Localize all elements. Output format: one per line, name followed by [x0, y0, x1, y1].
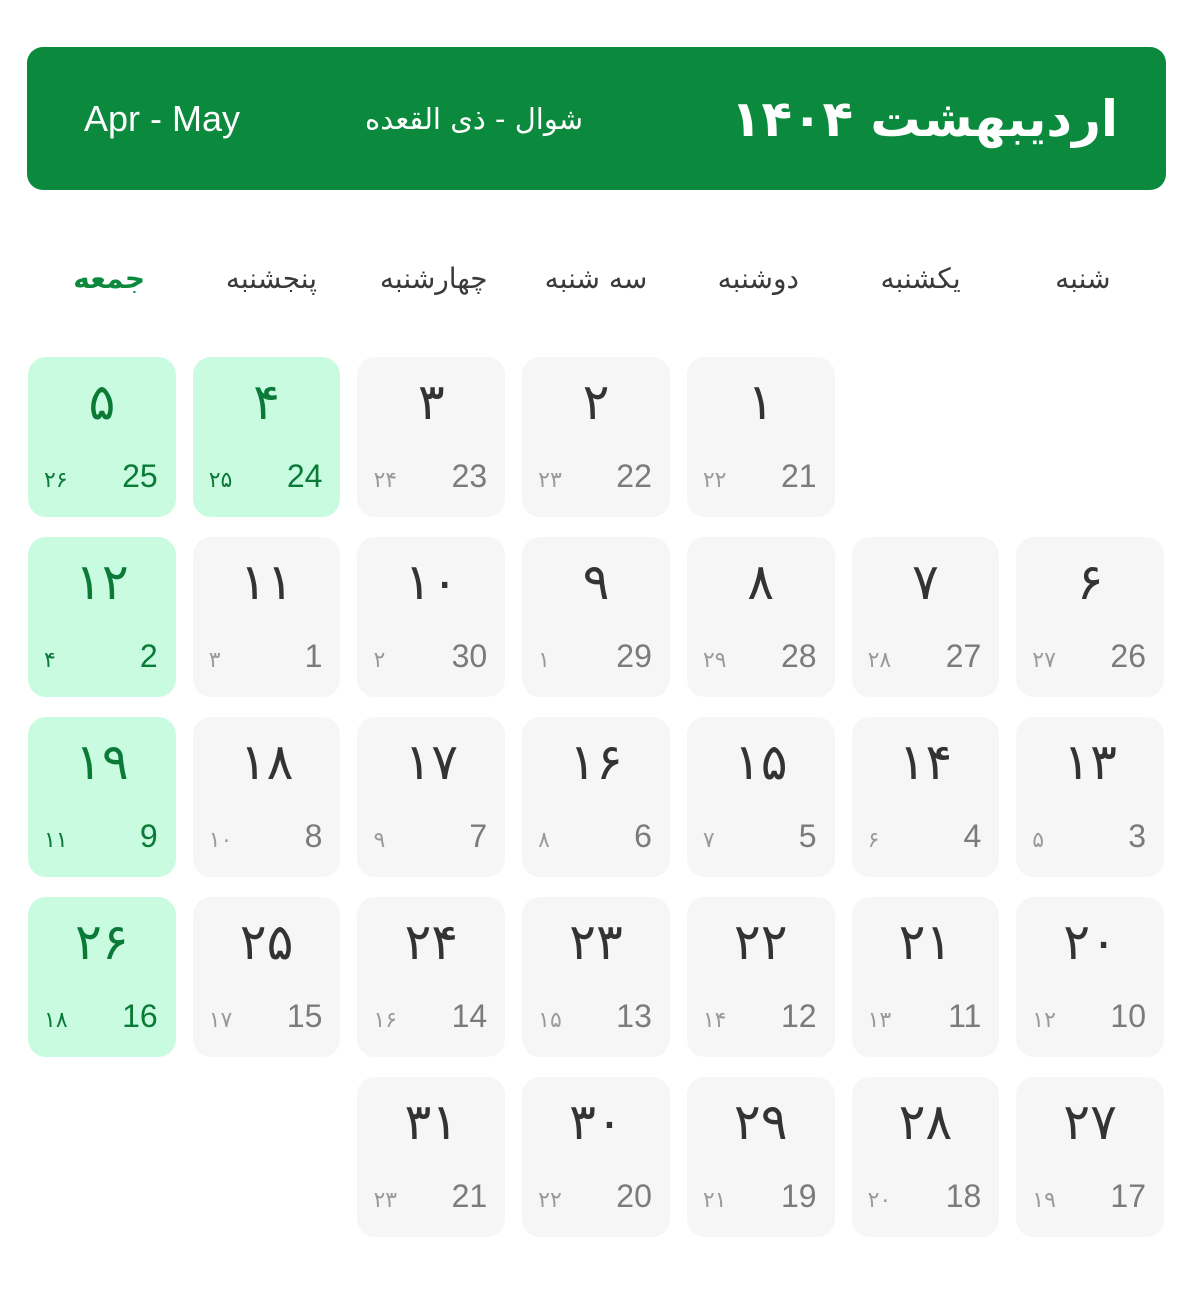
persian-day-number: ۲۰	[1063, 913, 1117, 971]
hijri-day-number: ۴	[44, 648, 56, 673]
persian-day-number: ۲۵	[239, 913, 294, 971]
gregorian-day-number: 11	[948, 998, 982, 1034]
persian-day-number: ۱۹	[75, 733, 129, 791]
day-cell[interactable]	[357, 717, 505, 877]
gregorian-day-number: 17	[1110, 1178, 1146, 1214]
gregorian-day-number: 9	[139, 818, 158, 854]
weekday-tuesday: سه شنبه	[544, 261, 648, 295]
hijri-months-label: شوال - ذی القعده	[365, 101, 584, 136]
day-cell[interactable]	[357, 897, 505, 1057]
persian-day-number: ۲۲	[733, 913, 788, 971]
day-cell[interactable]	[522, 357, 670, 517]
gregorian-day-number: 20	[616, 1178, 652, 1214]
persian-day-number: ۲۶	[75, 913, 129, 971]
day-cell[interactable]	[852, 897, 1000, 1057]
gregorian-day-number: 2	[139, 638, 158, 674]
hijri-day-number: ۲۴	[373, 468, 398, 493]
gregorian-months-label: Apr - May	[84, 97, 241, 139]
day-cell[interactable]	[1016, 717, 1164, 877]
persian-day-number: ۱۷	[404, 733, 459, 791]
persian-day-number: ۳۰	[569, 1093, 623, 1151]
hijri-day-number: ۲۶	[44, 468, 68, 493]
hijri-day-number: ۲	[373, 648, 386, 673]
day-cell[interactable]	[193, 717, 341, 877]
gregorian-day-number: 29	[616, 638, 652, 674]
day-cell[interactable]	[1016, 897, 1164, 1057]
day-cell[interactable]	[193, 537, 341, 697]
persian-day-number: ۹	[582, 553, 610, 611]
persian-day-number: ۲۴	[404, 913, 459, 971]
persian-day-number: ۱۰	[404, 553, 459, 611]
gregorian-day-number: 4	[963, 818, 982, 854]
day-cell[interactable]	[687, 1077, 835, 1237]
hijri-day-number: ۶	[867, 828, 880, 853]
empty-cell	[1016, 357, 1164, 517]
persian-day-number: ۱	[747, 373, 775, 431]
day-cell[interactable]	[28, 537, 176, 697]
gregorian-day-number: 19	[780, 1178, 817, 1214]
day-cell[interactable]	[357, 357, 505, 517]
day-cell[interactable]	[1016, 537, 1164, 697]
hijri-day-number: ۲۳	[373, 1188, 398, 1213]
gregorian-day-number: 22	[616, 458, 652, 494]
gregorian-day-number: 5	[798, 818, 817, 854]
gregorian-day-number: 15	[286, 998, 323, 1034]
day-cell[interactable]	[852, 537, 1000, 697]
weekday-thursday: پنجشنبه	[225, 261, 318, 295]
day-cell[interactable]	[28, 717, 176, 877]
gregorian-day-number: 26	[1110, 638, 1146, 674]
hijri-day-number: ۲۲	[702, 468, 727, 493]
persian-day-number: ۱۲	[75, 553, 129, 611]
persian-day-number: ۱۶	[569, 733, 623, 791]
persian-day-number: ۲۳	[569, 913, 623, 971]
hijri-day-number: ۲۱	[702, 1188, 727, 1213]
month-title: اردیبهشت ۱۴۰۴	[730, 89, 1118, 148]
persian-day-number: ۶	[1076, 553, 1104, 611]
day-cell[interactable]	[522, 1077, 670, 1237]
gregorian-day-number: 28	[780, 638, 817, 674]
gregorian-day-number: 21	[780, 458, 817, 494]
day-cell[interactable]	[193, 357, 341, 517]
day-cell[interactable]	[28, 357, 176, 517]
gregorian-day-number: 24	[286, 458, 323, 494]
hijri-day-number: ۱۵	[538, 1008, 562, 1033]
hijri-day-number: ۱	[538, 648, 550, 673]
hijri-day-number: ۱۲	[1032, 1008, 1056, 1033]
weekday-sunday: یکشنبه	[880, 261, 961, 295]
persian-day-number: ۲۱	[898, 913, 953, 971]
day-cell[interactable]	[522, 897, 670, 1057]
hijri-day-number: ۱۱	[44, 828, 68, 853]
gregorian-day-number: 8	[304, 818, 323, 854]
gregorian-day-number: 3	[1128, 818, 1146, 854]
hijri-day-number: ۱۰	[208, 828, 233, 853]
weekday-header-row	[28, 248, 1164, 308]
hijri-day-number: ۷	[702, 828, 715, 853]
persian-day-number: ۳۱	[404, 1093, 459, 1151]
empty-cell	[852, 357, 1000, 517]
day-cell[interactable]	[852, 717, 1000, 877]
persian-day-number: ۲۸	[898, 1093, 953, 1151]
persian-day-number: ۷	[912, 553, 939, 611]
gregorian-day-number: 12	[780, 998, 817, 1034]
hijri-day-number: ۲۸	[867, 648, 892, 673]
hijri-day-number: ۱۷	[208, 1008, 233, 1033]
calendar-header	[27, 47, 1166, 190]
day-cell[interactable]	[522, 537, 670, 697]
day-cell[interactable]	[852, 1077, 1000, 1237]
gregorian-day-number: 25	[122, 458, 158, 494]
persian-day-number: ۱۴	[898, 733, 953, 791]
day-cell[interactable]	[1016, 1077, 1164, 1237]
hijri-day-number: ۵	[1032, 828, 1045, 853]
persian-day-number: ۴	[253, 373, 280, 431]
hijri-day-number: ۲۹	[702, 648, 727, 673]
persian-day-number: ۳	[417, 373, 445, 431]
day-cell[interactable]	[357, 1077, 505, 1237]
hijri-day-number: ۱۸	[44, 1008, 68, 1033]
weekday-saturday: شنبه	[1055, 261, 1111, 295]
persian-day-number: ۱۱	[239, 553, 294, 611]
persian-day-number: ۱۵	[733, 733, 788, 791]
persian-day-number: ۲۷	[1063, 1093, 1117, 1151]
gregorian-day-number: 6	[634, 818, 652, 854]
hijri-day-number: ۳	[208, 648, 221, 673]
day-cell[interactable]	[522, 717, 670, 877]
persian-day-number: ۸	[747, 553, 775, 611]
day-cell[interactable]	[687, 357, 835, 517]
gregorian-day-number: 1	[304, 638, 323, 674]
persian-day-number: ۱۳	[1063, 733, 1117, 791]
days-grid	[28, 357, 1164, 1237]
persian-day-number: ۵	[88, 373, 116, 431]
gregorian-day-number: 14	[451, 998, 488, 1034]
gregorian-day-number: 13	[616, 998, 652, 1034]
gregorian-day-number: 23	[451, 458, 488, 494]
persian-day-number: ۲	[582, 373, 610, 431]
hijri-day-number: ۱۳	[867, 1008, 892, 1033]
gregorian-day-number: 7	[469, 818, 488, 854]
weekday-friday: جمعه	[73, 261, 146, 295]
day-cell[interactable]	[687, 897, 835, 1057]
gregorian-day-number: 10	[1110, 998, 1146, 1034]
weekday-monday: دوشنبه	[717, 261, 799, 295]
hijri-day-number: ۲۷	[1032, 648, 1056, 673]
gregorian-day-number: 30	[451, 638, 488, 674]
day-cell[interactable]	[687, 717, 835, 877]
gregorian-day-number: 18	[945, 1178, 982, 1214]
hijri-day-number: ۱۶	[373, 1008, 398, 1033]
gregorian-day-number: 16	[122, 998, 158, 1034]
hijri-day-number: ۱۴	[702, 1008, 727, 1033]
weekday-wednesday: چهارشنبه	[379, 261, 488, 295]
hijri-day-number: ۱۹	[1032, 1188, 1056, 1213]
hijri-day-number: ۲۵	[208, 468, 233, 493]
gregorian-day-number: 21	[451, 1178, 488, 1214]
day-cell[interactable]	[28, 897, 176, 1057]
gregorian-day-number: 27	[945, 638, 982, 674]
hijri-day-number: ۲۳	[538, 468, 562, 493]
hijri-day-number: ۹	[373, 828, 386, 853]
hijri-day-number: ۸	[538, 828, 550, 853]
hijri-day-number: ۲۲	[538, 1188, 562, 1213]
day-cell[interactable]	[193, 897, 341, 1057]
day-cell[interactable]	[357, 537, 505, 697]
persian-day-number: ۱۸	[239, 733, 294, 791]
persian-day-number: ۲۹	[733, 1093, 788, 1151]
hijri-day-number: ۲۰	[867, 1188, 892, 1213]
day-cell[interactable]	[687, 537, 835, 697]
